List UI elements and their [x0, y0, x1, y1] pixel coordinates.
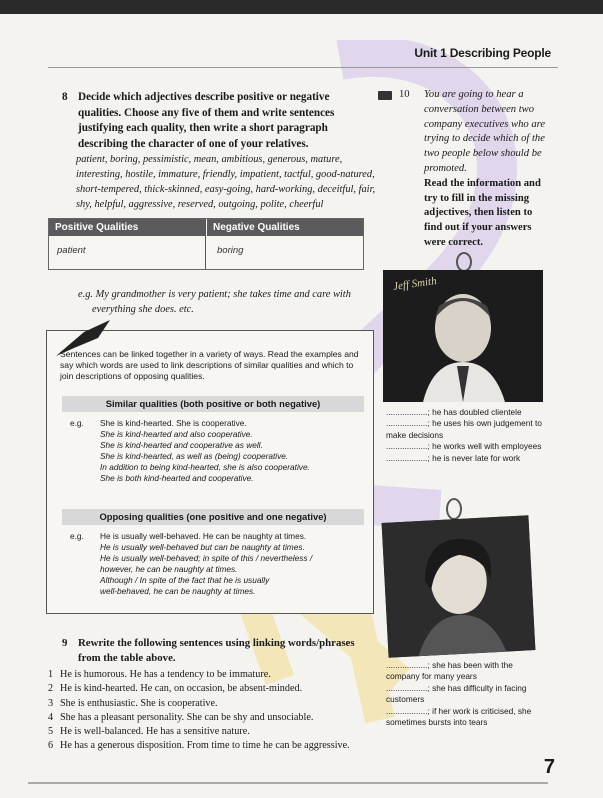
unit-header: Unit 1 Describing People — [414, 46, 551, 60]
photo-caption: Jeff Smith — [392, 275, 438, 293]
example-item: He is usually well-behaved; in spite of this / nevertheless / — [100, 553, 313, 563]
list-item: 5 He is well-balanced. He has a sensitive nature. — [48, 726, 250, 738]
similar-qualities-heading: Similar qualities (both positive or both negative) — [62, 396, 364, 412]
blank-line: ..................; he has doubled clientele — [386, 407, 522, 417]
example-item: Although / In spite of the fact that he is usually — [100, 575, 270, 585]
similar-examples — [70, 418, 370, 484]
exercise-10-context: You are going to hear a conversation between two company executives who are trying to decide which of the two people below should be promoted. — [424, 89, 546, 174]
blank-line: ..................; she has been with the company for many years — [386, 660, 513, 682]
exercise-10 — [378, 88, 548, 251]
bottom-rule — [28, 782, 548, 784]
example-item: well-behaved, he can be naughty at times. — [100, 586, 256, 596]
sentence-list — [48, 668, 378, 754]
eg-label: e.g. — [70, 418, 84, 428]
qualities-table — [48, 218, 364, 270]
example-sentence — [78, 287, 368, 317]
person2-blanks — [386, 660, 546, 728]
positive-example-cell: patient — [57, 245, 86, 256]
table-divider — [205, 219, 206, 269]
list-item: 4 She has a pleasant personality. She can be shy and unsociable. — [48, 711, 314, 723]
cassette-icon — [378, 91, 392, 100]
list-item: 1 He is humorous. He has a tendency to be immature. — [48, 669, 271, 680]
page-number: 7 — [543, 756, 555, 778]
example-item: He is usually well-behaved. He can be naughty at times. — [100, 531, 307, 541]
opposing-qualities-heading: Opposing qualities (one positive and one negative) — [62, 509, 364, 525]
blank-line: ..................; he is never late for work — [386, 452, 521, 463]
example-item: In addition to being kind-hearted, she is also cooperative. — [100, 462, 310, 472]
exercise-9-instruction — [62, 636, 362, 666]
example-item: She is both kind-hearted and cooperative. — [100, 473, 254, 483]
list-item: 2 He is kind-hearted. He can, on occasion, be absent-minded. — [48, 683, 303, 695]
photo-woman — [382, 515, 536, 658]
list-item: 3 She is enthusiastic. She is cooperative. — [48, 697, 218, 709]
example-item: She is kind-hearted and cooperative as well. — [100, 440, 263, 450]
header-rule — [48, 67, 558, 68]
woman-portrait-image — [382, 515, 536, 658]
photo-jeff-smith — [383, 270, 543, 402]
positive-qualities-header: Positive Qualities — [49, 219, 205, 236]
negative-qualities-header: Negative Qualities — [207, 219, 363, 236]
example-item: however, he can be naughty at times. — [100, 564, 238, 574]
person1-blanks — [386, 407, 546, 464]
blank-line: ..................; he works well with employees — [386, 441, 542, 452]
exercise-number: 8 — [62, 91, 68, 103]
exercise-8-instruction — [62, 90, 372, 152]
blank-line: ..................; he uses his own judgement to make decisions — [386, 418, 542, 440]
exercise-10-instruction: Read the information and try to fill in the missing adjectives, then listen to find out if your answers were correct. — [424, 177, 541, 248]
top-dark-strip — [0, 0, 603, 14]
eg-label: e.g. — [70, 531, 84, 541]
linking-intro: Sentences can be linked together in a variety of ways. Read the examples and say which words are used to link descriptions of similar qualities and which to join descriptions of opposing qualities. — [60, 349, 359, 381]
blank-line: ..................; if her work is criticised, she sometimes bursts into tears — [386, 705, 532, 728]
list-item: 6 He has a generous disposition. From time to time he can be aggressive. — [48, 740, 350, 752]
example-item: She is kind-hearted and also cooperative. — [100, 429, 253, 439]
example-line: everything she does. etc. — [92, 304, 194, 315]
adjective-list: patient, boring, pessimistic, mean, ambitious, generous, mature, interesting, hostile, immature, friendly, impatient, tactful, good-natured, short-tempered, thick-skinned, easy-going, hard-working, deceitful, fair, shy, helpful, aggressive, reserved, outgoing, polite, cheerful — [76, 154, 376, 210]
blank-line: ..................; she has difficulty in facing customers — [386, 682, 527, 705]
exercise-text: Decide which adjectives describe positive or negative qualities. Choose any five of them and write sentences justifying each quality, then write a short paragraph describing the character of one of your relatives. — [78, 91, 335, 150]
paperclip-icon — [446, 498, 462, 520]
example-item: She is kind-hearted, as well as (being) cooperative. — [100, 451, 289, 461]
exercise-number: 9 — [62, 637, 68, 649]
exercise-number: 10 — [399, 89, 410, 100]
example-item: She is kind-hearted. She is cooperative. — [100, 418, 247, 428]
opposing-examples — [70, 531, 370, 597]
negative-example-cell: boring — [217, 245, 244, 256]
example-item: He is usually well-behaved but can be naughty at times. — [100, 542, 305, 552]
exercise-text: Rewrite the following sentences using linking words/phrases from the table above. — [78, 637, 355, 664]
paperclip-icon — [456, 252, 472, 272]
example-line: e.g. My grandmother is very patient; she takes time and care with — [78, 289, 351, 300]
